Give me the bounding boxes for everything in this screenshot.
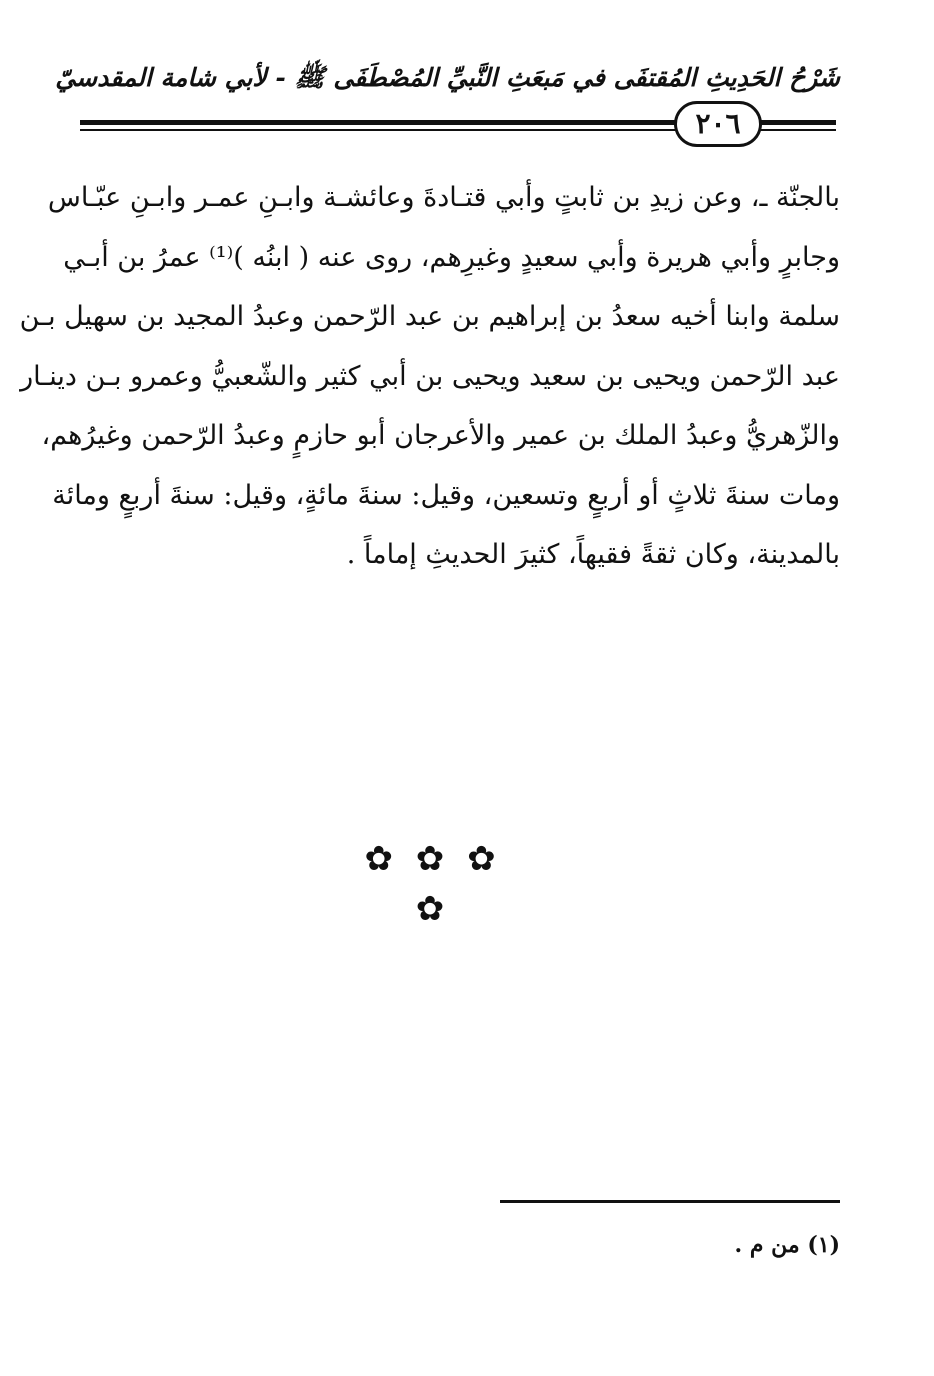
section-end-ornaments bbox=[340, 834, 520, 934]
header-rule-right-thick bbox=[758, 120, 836, 125]
body-line: ومات سنةَ ثلاثٍ أو أربعٍ وتسعين، وقيل: سنةَ مائةٍ، وقيل: سنةَ أربعٍ ومائة bbox=[52, 479, 840, 511]
footnote-separator bbox=[500, 1200, 840, 1203]
body-line: سلمة وابنا أخيه سعدُ بن إبراهيم بن عبد الرّحمن وعبدُ المجيد بن سهيل بـن bbox=[19, 301, 840, 332]
header-rule-right-thin bbox=[758, 129, 836, 131]
body-line: والزّهريُّ وعبدُ الملك بن عمير والأعرجان أبو حازمٍ وعبدُ الرّحمن وغيرُهم، bbox=[41, 420, 840, 451]
body-line: بالمدينة، وكان ثقةً فقيهاً، كثيرَ الحديثِ إماماً . bbox=[346, 539, 840, 570]
body-line: بالجنّة ـ، وعن زيدِ بن ثابتٍ وأبي قتـادةَ وعائشـة وابـنِ عمـر وابـنِ عبّـاس bbox=[47, 182, 840, 213]
page-number: ٢٠٦ bbox=[674, 101, 762, 147]
header-rule-thin bbox=[80, 129, 680, 131]
body-line: وجابرٍ وأبي هريرة وأبي سعيدٍ وغيرِهم، روى عنه ( ابنُه )⁽¹⁾ عمرُ بن أبـي bbox=[63, 241, 840, 273]
floral-ornament-icon: ✿ bbox=[467, 839, 496, 879]
floral-ornament-icon: ✿ bbox=[415, 889, 445, 929]
header-rule-thick bbox=[80, 120, 680, 125]
footnote: (١) من م . bbox=[734, 1232, 840, 1258]
floral-ornament-icon: ✿ bbox=[415, 839, 445, 879]
body-text bbox=[19, 168, 840, 585]
body-line: عبد الرّحمن ويحيى بن سعيد ويحيى بن أبي كثير والشّعبيُّ وعمرو بـن دينـار bbox=[20, 360, 840, 392]
floral-ornament-icon: ✿ bbox=[364, 839, 393, 879]
running-header-title: شَرْحُ الحَدِيثِ المُقتفَى في مَبعَثِ النَّبيِّ المُصْطَفَى ﷺ - لأبي شامة المقدسيّ bbox=[55, 63, 840, 92]
